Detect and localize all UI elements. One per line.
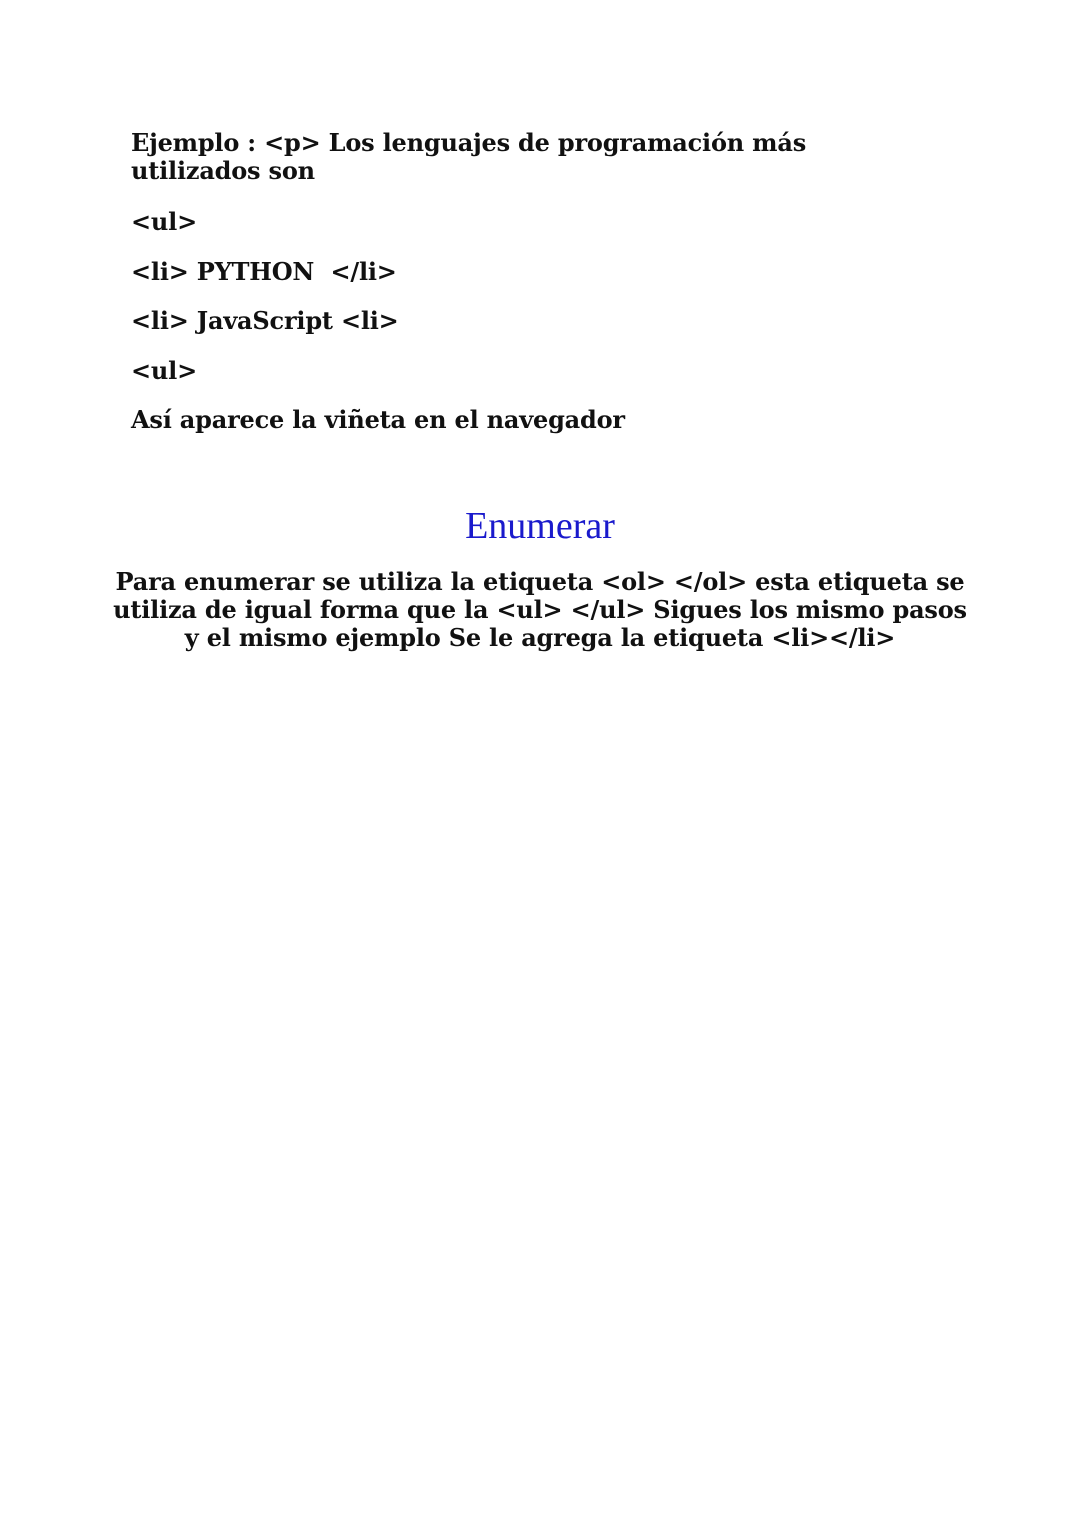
code-line-li-python: <li> PYTHON </li> — [131, 257, 397, 286]
caption-text: Así aparece la viñeta en el navegador — [131, 405, 625, 434]
section-heading: Enumerar — [465, 505, 615, 547]
code-line-li-javascript: <li> JavaScript <li> — [131, 306, 399, 335]
code-line-ul-open: <ul> — [131, 207, 197, 236]
example-intro-text: Ejemplo : <p> Los lenguajes de programación más utilizados son — [131, 128, 807, 185]
section-body-text: Para enumerar se utiliza la etiqueta <ol> </ol> esta etiqueta se utiliza de igual forma que la <ul> </ul> Sigues los mismo pasos y el mismo ejemplo Se le agrega la etiqueta <li></li> — [113, 567, 967, 652]
code-line-ul-close: <ul> — [131, 356, 197, 385]
